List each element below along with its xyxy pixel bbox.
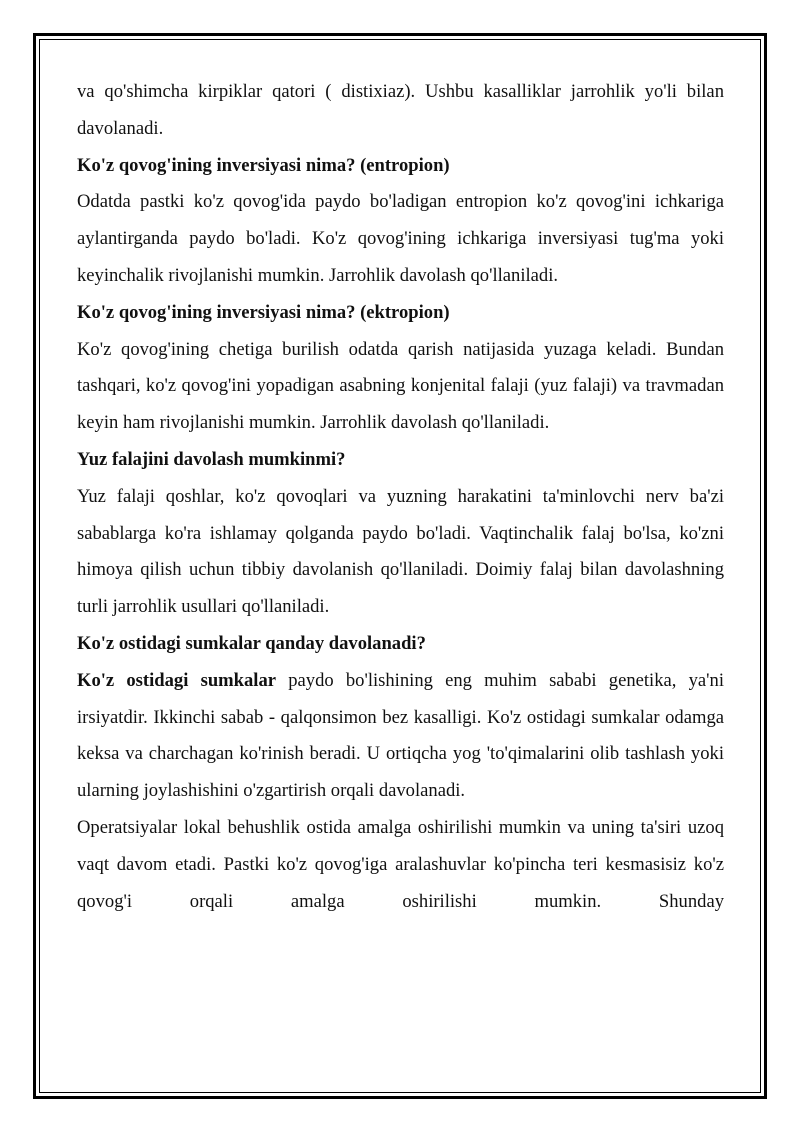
heading-facial-paralysis: Yuz falajini davolash mumkinmi?	[77, 448, 346, 470]
paragraph-body-text: paydo bo'lishining eng muhim sababi genetika, ya'ni irsiyatdir. Ikkinchi sabab - qalqonsimon bez kasalligi. Ko'z ostidagi sumkalar odamga keksa va charchagan ko'rinish beradi. U ortiqcha yog 'to'qimalarini olib tashlash yoki ularning joylashishini o'zgartirish orqali davolanadi.	[77, 669, 724, 802]
paragraph-operations: Operatsiyalar lokal behushlik ostida amalga oshirilishi mumkin va uning ta'siri uzoq vaqt davom etadi. Pastki ko'z qovog'iga aralashuvlar ko'pincha teri kesmasisiz ko'z qovog'i orqali amalga oshirilishi mumkin. Shunday	[77, 816, 724, 912]
heading-entropion: Ko'z qovog'ining inversiyasi nima? (entropion)	[77, 154, 450, 176]
paragraph-ektropion: Ko'z qovog'ining chetiga burilish odatda qarish natijasida yuzaga keladi. Bundan tashqari, ko'z qovog'ini yopadigan asabning konjenital falaji (yuz falaji) va travmadan keyin ham rivojlanishi mumkin. Jarrohlik davolash qo'llaniladi.	[77, 338, 724, 434]
paragraph-facial-paralysis: Yuz falaji qoshlar, ko'z qovoqlari va yuzning harakatini ta'minlovchi nerv ba'zi sabablarga ko'ra ishlamay qolganda paydo bo'ladi. Vaqtinchalik falaj bo'lsa, ko'zni himoya qilish uchun tibbiy davolanish qo'llaniladi. Doimiy falaj bilan davolashning turli jarrohlik usullari qo'llaniladi.	[77, 485, 724, 618]
heading-under-eye-bags: Ko'z ostidagi sumkalar qanday davolanadi?	[77, 632, 426, 654]
paragraph-continuation: va qo'shimcha kirpiklar qatori ( distixiaz). Ushbu kasalliklar jarrohlik yo'li bilan davolanadi.	[77, 81, 724, 139]
document-body	[77, 74, 724, 920]
paragraph-lead-text: Ko'z ostidagi sumkalar	[77, 669, 277, 691]
heading-ektropion: Ko'z qovog'ining inversiyasi nima? (ektropion)	[77, 301, 450, 323]
paragraph-entropion: Odatda pastki ko'z qovog'ida paydo bo'ladigan entropion ko'z qovog'ini ichkariga aylantirganda paydo bo'ladi. Ko'z qovog'ining ichkariga inversiyasi tug'ma yoki keyinchalik rivojlanishi mumkin. Jarrohlik davolash qo'llaniladi.	[77, 191, 724, 286]
paragraph-under-eye-bags	[77, 663, 724, 810]
